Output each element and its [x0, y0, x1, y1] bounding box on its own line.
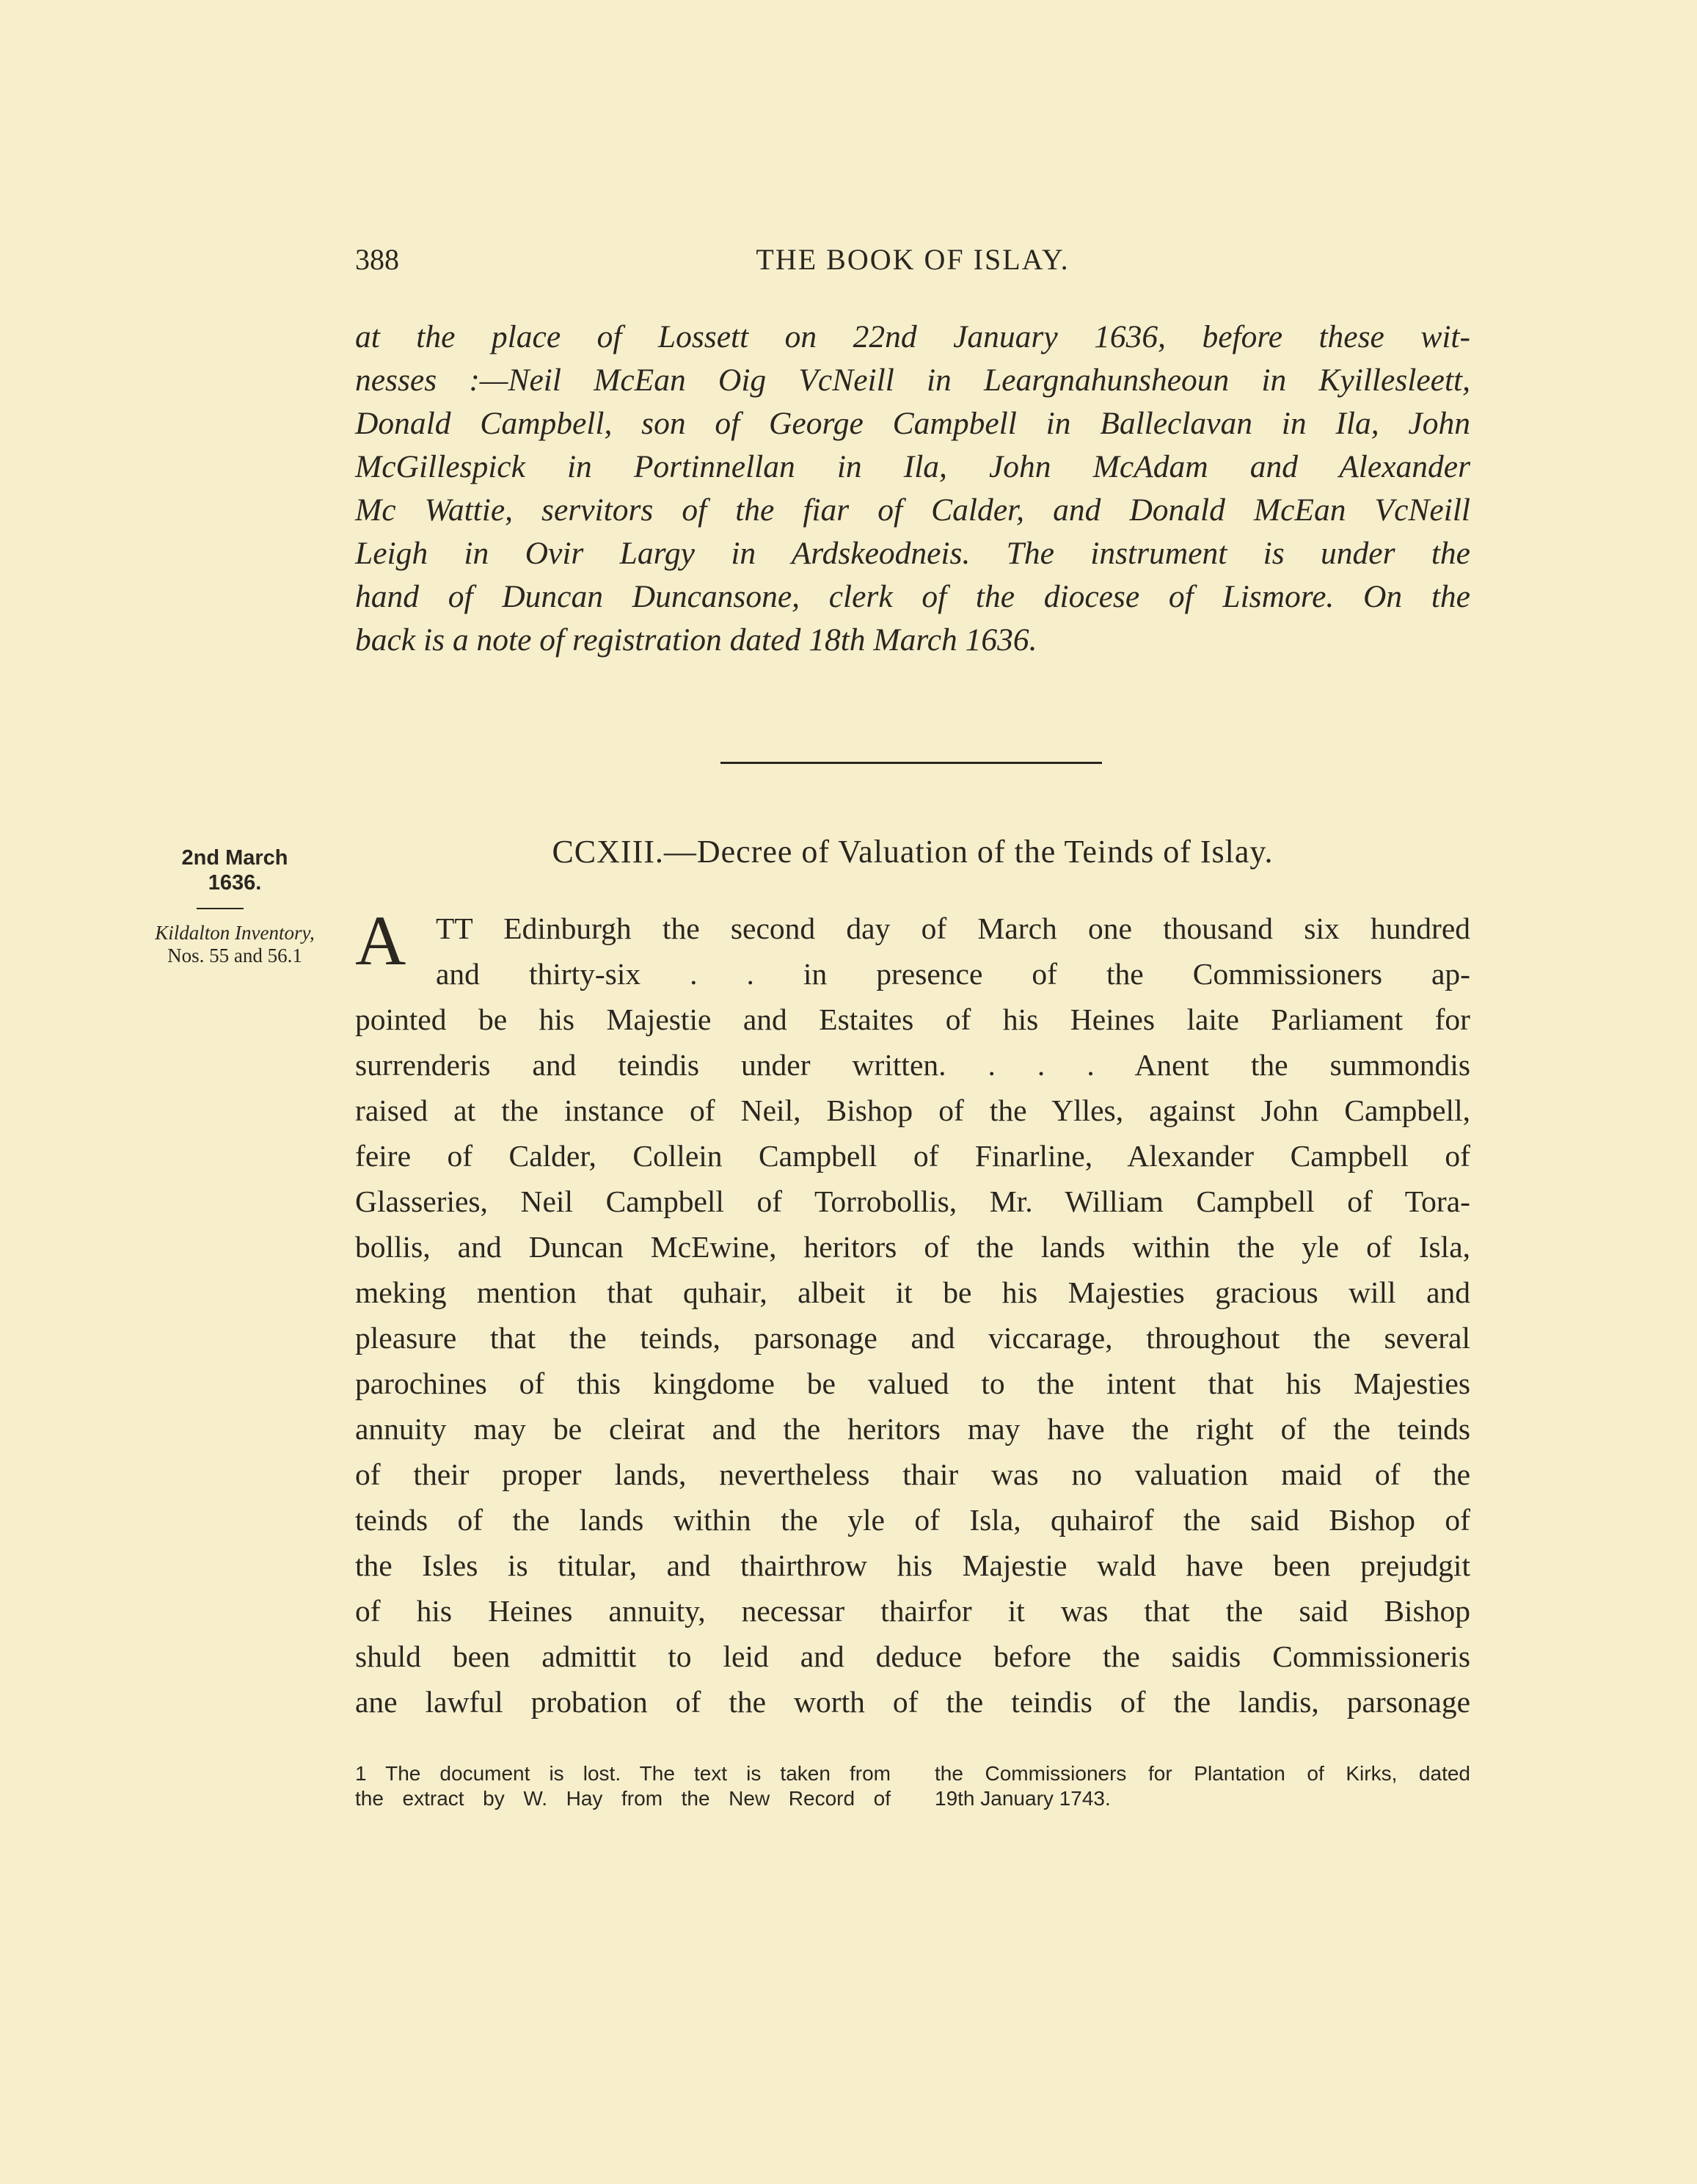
sidenote-inventory — [117, 922, 352, 967]
text-line: Glasseries, Neil Campbell of Torrobollis, Mr. William Campbell of Tora- — [355, 1184, 1470, 1218]
text-line: shuld been admittit to leid and deduce before the saidis Commissioneris — [355, 1639, 1470, 1673]
text-line: of his Heines annuity, necessar thairfor it was that the said Bishop — [355, 1594, 1470, 1628]
text-line: the Isles is titular, and thairthrow his Majestie wald have been prejudgit — [355, 1548, 1470, 1582]
text-line: TT Edinburgh the second day of March one thousand six hundred — [436, 911, 1470, 945]
sidenote-year-line: 1636. — [208, 871, 262, 895]
section-title: CCXIII.—Decree of Valuation of the Teinds of Islay. — [552, 834, 1274, 870]
italic-line: McGillespick in Portinnellan in Ila, John McAdam and Alexander — [355, 449, 1470, 484]
footnote-left-column — [355, 1761, 891, 1811]
text-line: and thirty-six . . in presence of the Commissioners ap- — [436, 957, 1470, 991]
page-header — [355, 242, 1470, 286]
text-line: pointed be his Majestie and Estaites of his Heines laite Parliament for — [355, 1002, 1470, 1036]
italic-line: at the place of Lossett on 22nd January 1636, before these wit- — [355, 319, 1470, 354]
text-line: meking mention that quhair, albeit it be his Majesties gracious will and — [355, 1275, 1470, 1309]
footnote-line: 19th January 1743. — [935, 1787, 1111, 1810]
sidenote-inventory-title: Kildalton Inventory, — [155, 922, 315, 944]
footnote-line: the extract by W. Hay from the New Record of — [355, 1787, 891, 1810]
text-line: teinds of the lands within the yle of Isla, quhairof the said Bishop of — [355, 1503, 1470, 1537]
text-line: parochines of this kingdome be valued to the intent that his Majesties — [355, 1366, 1470, 1400]
text-line: bollis, and Duncan McEwine, heritors of the lands within the yle of Isla, — [355, 1230, 1470, 1264]
sidenote-date — [117, 845, 352, 895]
italic-line: Mc Wattie, servitors of the fiar of Calder, and Donald McEan VcNeill — [355, 492, 1470, 528]
italic-line: Donald Campbell, son of George Campbell in Balleclavan in Ila, John — [355, 406, 1470, 441]
running-title: THE BOOK OF ISLAY. — [756, 243, 1070, 276]
italic-paragraph — [355, 316, 1470, 662]
sidenote-inventory-numbers: Nos. 55 and 56.1 — [167, 944, 302, 967]
footnote-line: the Commissioners for Plantation of Kirks, dated — [935, 1762, 1470, 1785]
italic-line: Leigh in Ovir Largy in Ardskeodneis. The instrument is under the — [355, 536, 1470, 571]
section-divider — [720, 762, 1102, 764]
text-line: raised at the instance of Neil, Bishop of the Ylles, against John Campbell, — [355, 1093, 1470, 1127]
main-text — [355, 901, 1470, 1725]
text-line: of their proper lands, nevertheless thair was no valuation maid of the — [355, 1457, 1470, 1491]
sidenote-date-line: 2nd March — [181, 846, 288, 870]
text-line: annuity may be cleirat and the heritors may have the right of the teinds — [355, 1412, 1470, 1446]
footnote-right-column — [935, 1761, 1470, 1811]
text-line: feire of Calder, Collein Campbell of Finarline, Alexander Campbell of — [355, 1139, 1470, 1173]
italic-line: hand of Duncan Duncansone, clerk of the diocese of Lismore. On the — [355, 579, 1470, 614]
text-line: surrenderis and teindis under written. . . . Anent the summondis — [355, 1048, 1470, 1082]
page-number: 388 — [355, 243, 399, 276]
text-line: pleasure that the teinds, parsonage and viccarage, throughout the several — [355, 1321, 1470, 1355]
text-line: ane lawful probation of the worth of the teindis of the landis, parsonage — [355, 1685, 1470, 1719]
italic-line: nesses :—Neil McEan Oig VcNeill in Leargnahunsheoun in Kyillesleett, — [355, 363, 1470, 398]
italic-line: back is a note of registration dated 18th March 1636. — [355, 622, 1037, 658]
drop-cap: A — [355, 901, 406, 980]
footnote-line: 1 The document is lost. The text is taken from — [355, 1762, 891, 1785]
sidenote-divider — [197, 908, 244, 909]
